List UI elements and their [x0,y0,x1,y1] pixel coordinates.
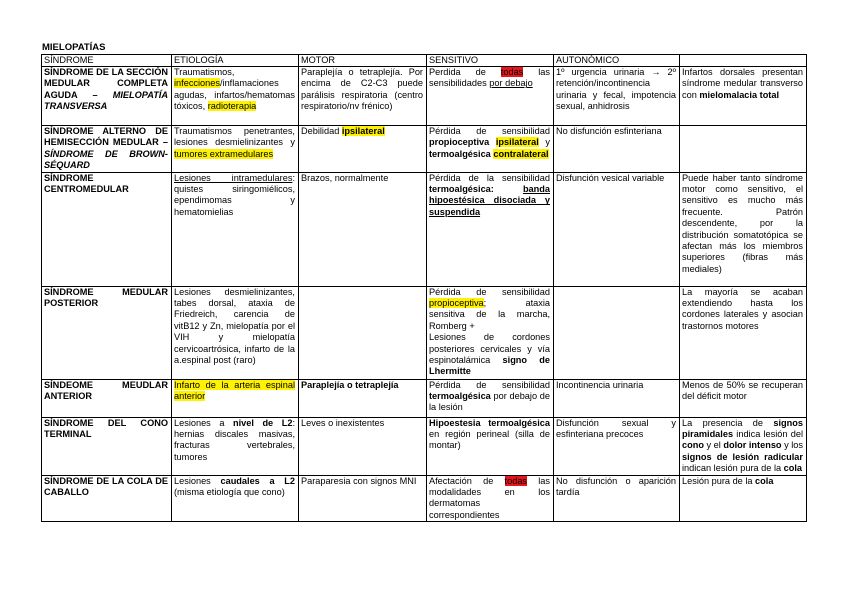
cell-text: SÍNDROME DE LA SECCIÓN MEDULAR COMPLETA AGUDA – [44,67,168,100]
cell-sensory [427,126,554,173]
cell-text: Lesiones desmielinizantes, tabes dorsal, ataxia de Friedreich, carencia de vitB12 y Zn, mielopatía por el VIH y mielopatía cervicoartrósica, infarto de la a.espinal post (raro) [174,286,295,366]
cell-sensory [427,67,554,126]
cell-text: tumores extramedulares [174,148,274,159]
cell-sensory [427,417,554,475]
cell-text: en región perineal (silla de montar) [429,429,550,451]
cell-text: Perdida de [429,67,501,77]
cell-motor [299,67,427,126]
cell-text: y los [781,440,803,451]
table-row [42,286,807,379]
cell-syndrome [42,67,172,126]
cell-motor [299,475,427,522]
cell-text: SÍNDROME DE LA COLA DE CABALLO [44,475,168,498]
cell-text: signo de Lhermitte [429,355,550,377]
header-notes [680,55,807,67]
cell-text: Infartos dorsales presentan síndrome medular transverso con [682,67,803,100]
cell-notes [680,67,807,126]
cell-motor [299,286,427,379]
table-row [42,67,807,126]
cell-syndrome [42,379,172,417]
cell-autonomic [554,417,680,475]
cell-text: Paraplejía o tetraplejía. Por encima de C2-C3 puede parálisis respiratoria (centro respiratorio/nv frénico) [301,67,423,112]
cell-text: cono [682,440,704,451]
cell-autonomic [554,172,680,286]
cell-text: /inflamaciones agudas, infartos/hematomas tóxicos, [174,78,295,112]
cell-etiology [172,417,299,475]
cell-text: termoalgésica [429,391,491,402]
cell-autonomic [554,475,680,522]
cell-sensory [427,475,554,522]
table-row [42,417,807,475]
myelopathy-table [41,54,807,522]
header-sensory: SENSITIVO [427,55,554,67]
cell-text: contralateral [493,148,549,159]
cell-text: SÍNDROME DEL CONO TERMINAL [44,417,168,440]
cell-text: (misma etiología que cono) [174,487,285,498]
cell-text: propioceptiva [429,298,484,309]
cell-text: Afectación de [429,475,505,486]
cell-text: mielomalacia total [699,89,780,100]
header-etiology: ETIOLOGÍA [172,55,299,67]
cell-text: SÍNDROME ALTERNO DE HEMISECCIÓN MEDULAR – [44,126,168,148]
cell-etiology [172,126,299,173]
cell-sensory [427,286,554,379]
cell-text: Menos de 50% se recuperan del déficit motor [682,379,803,402]
cell-text: Disfunción vesical variable [556,172,665,183]
cell-text: Lesiones [174,475,221,486]
cell-text: Incontinencia urinaria [556,379,644,390]
cell-text: Traumatismos penetrantes, lesiones desmielinizantes y [174,126,295,148]
cell-text: cola [755,475,774,486]
cell-text: infecciones [174,78,220,89]
cell-text: las modalidades en los dermatomas correspondientes [429,475,550,520]
cell-autonomic [554,126,680,173]
cell-autonomic [554,67,680,126]
cell-etiology [172,172,299,286]
cell-text: Infarto de la arteria espinal anterior [174,379,295,402]
cell-text: Pérdida de sensibilidad [429,126,550,136]
cell-text: indican lesión pura de la [682,463,784,474]
cell-text: dolor intenso [723,440,782,451]
cell-text: No disfunción esfinteriana [556,126,662,136]
table-row [42,126,807,173]
cell-text: propioceptiva [429,137,496,148]
cell-text: todas [500,67,524,77]
cell-text: ipsilateral [341,126,385,136]
cell-text: ; ataxia sensitiva de la marcha, Romberg + [429,298,550,331]
cell-text: indica lesión del [733,429,803,440]
cell-text: Paraparesia con signos MNI [301,475,417,486]
cell-text: No disfunción o aparición tardía [556,475,676,498]
cell-text: radioterapia [207,101,257,112]
cell-text: Hipoestesia termoalgésica [429,417,550,428]
cell-text: y el [703,440,724,451]
cell-syndrome [42,286,172,379]
cell-autonomic [554,379,680,417]
cell-text: Traumatismos, [174,67,235,77]
header-autonomic: AUTONÓMICO [554,55,680,67]
cell-text: Leves o inexistentes [301,417,385,428]
cell-motor [299,126,427,173]
cell-text: Disfunción sexual y esfinteriana precoces [556,417,676,440]
cell-notes [680,172,807,286]
cell-syndrome [42,475,172,522]
cell-syndrome [42,126,172,173]
cell-text: : quistes siringomiélicos, ependimomas y hematomielias [174,172,295,217]
cell-text: Lesiones intramedulares [174,172,293,183]
cell-text: termoalgésica: [429,184,523,195]
header-motor: MOTOR [299,55,427,67]
table-row [42,172,807,286]
cell-text: Puede haber tanto síndrome motor como sensitivo, el sensitivo es mucho más frecuente. Patrón descendente, por la distribución somatotópica se afectan más los miembros superiores (fibras más mediales) [682,172,803,274]
cell-text: ipsilateral [495,137,539,148]
cell-text: Lesión pura de la [682,475,756,486]
cell-text: cola [783,463,803,474]
cell-text: caudales a L2 [220,475,295,486]
cell-etiology [172,67,299,126]
cell-notes [680,286,807,379]
cell-text: Debilidad [301,126,342,136]
cell-notes [680,417,807,475]
cell-text: 1º urgencia urinaria → 2º retención/incontinencia urinaria y fecal, impotencia sexual, anhidrosis [556,67,676,112]
cell-text: Lesiones de cordones posteriores cervicales y vía espinotalámica [429,332,550,366]
page-title: MIELOPATÍAS [42,42,106,53]
cell-text: MIELOPATÍA TRANSVERSA [44,89,168,112]
cell-text: Brazos, normalmente [301,172,389,183]
cell-notes [680,475,807,522]
cell-text: las sensibilidades [429,67,550,89]
cell-sensory [427,379,554,417]
cell-syndrome [42,417,172,475]
cell-text: signos de lesión radicular [682,451,803,462]
cell-text: y [538,137,550,148]
cell-text: Pérdida de sensibilidad [429,379,550,390]
cell-etiology [172,475,299,522]
cell-motor [299,379,427,417]
cell-text: Lesiones a [174,417,233,428]
table-row [42,475,807,522]
cell-etiology [172,286,299,379]
cell-text: termoalgésica [429,148,494,159]
cell-motor [299,172,427,286]
cell-text: nivel de L2 [232,417,293,428]
cell-text: La mayoría se acaban extendiendo hasta los cordones laterales y asocian trastornos motores [682,286,803,331]
cell-autonomic [554,286,680,379]
cell-text: : hernias discales masivas, fracturas vertebrales, tumores [174,417,295,462]
cell-text: signos piramidales [682,417,803,440]
cell-text: La presencia de [682,417,774,428]
cell-text: SÍNDROME MEDULAR POSTERIOR [44,286,168,309]
cell-motor [299,417,427,475]
cell-notes [680,379,807,417]
cell-sensory [427,172,554,286]
cell-text: SÍNDROME CENTROMEDULAR [44,172,129,195]
cell-text: SÍNDEOME MEUDLAR ANTERIOR [44,379,168,402]
cell-etiology [172,379,299,417]
cell-text: Pérdida de la sensibilidad [429,172,550,183]
cell-text: banda hipoestésica disociada y suspendida [429,184,550,217]
cell-notes [680,126,807,173]
table-row [42,379,807,417]
header-row [42,55,807,67]
cell-text: por debajo [489,78,533,89]
cell-text: Paraplejía o tetraplejía [301,379,399,390]
cell-text: por debajo de la lesión [429,391,550,413]
header-syndrome: SÍNDROME [42,55,172,67]
cell-text: SÍNDROME DE BROWN-SÉQUARD [44,148,168,171]
cell-syndrome [42,172,172,286]
cell-text: Pérdida de sensibilidad [429,286,550,297]
cell-text: todas [504,475,528,486]
